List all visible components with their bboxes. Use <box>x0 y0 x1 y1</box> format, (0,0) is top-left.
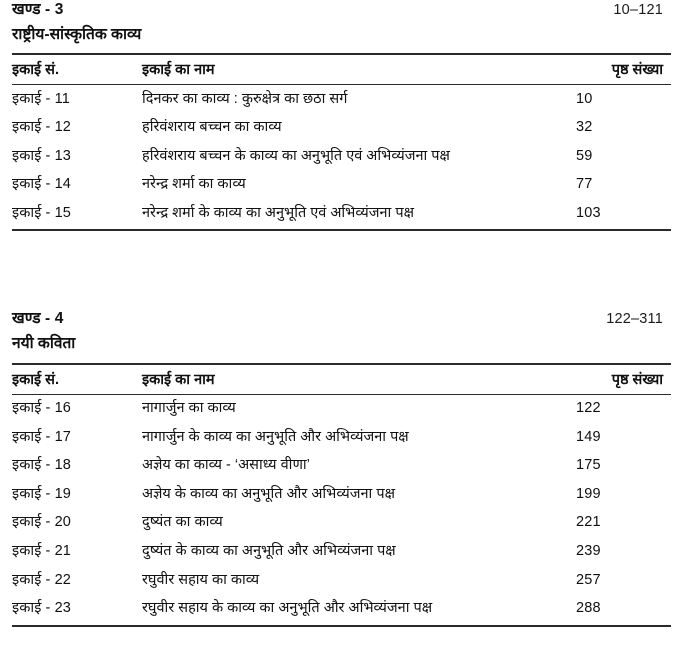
cell-unit-name: दुष्यंत का काव्य <box>142 514 223 531</box>
section-khand-label: खण्ड - 3 <box>12 1 64 18</box>
table-row <box>12 199 671 230</box>
table-header-row-group <box>12 54 671 85</box>
cell-unit-no: इकाई - 18 <box>12 457 71 474</box>
table-row <box>12 85 671 114</box>
section-title: राष्ट्रीय-सांस्कृतिक काव्य <box>12 25 142 43</box>
toc-table-khand-3 <box>12 53 671 231</box>
table-row <box>12 452 671 481</box>
table-row <box>12 171 671 200</box>
cell-page-no: 77 <box>576 176 593 193</box>
cell-unit-no: इकाई - 11 <box>12 90 70 107</box>
table-body <box>12 394 671 626</box>
cell-page-no: 10 <box>576 90 593 107</box>
cell-page-no: 199 <box>576 485 601 502</box>
column-header-unit-name: इकाई का नाम <box>142 364 576 395</box>
column-header-unit-name: इकाई का नाम <box>142 54 576 85</box>
table-row <box>12 394 671 423</box>
section-page-range: 122–311 <box>606 311 663 328</box>
cell-unit-name: दिनकर का काव्य : कुरुक्षेत्र का छठा सर्ग <box>142 90 348 107</box>
section-page-range: 10–121 <box>613 2 663 18</box>
column-header-page-no: पृष्ठ संख्या <box>576 54 671 85</box>
cell-unit-name: रघुवीर सहाय का काव्य <box>142 571 260 588</box>
cell-unit-name: अज्ञेय का काव्य - ‘असाध्य वीणा’ <box>142 457 310 474</box>
cell-page-no: 257 <box>576 571 601 588</box>
cell-unit-no: इकाई - 13 <box>12 147 71 164</box>
cell-unit-name: हरिवंशराय बच्चन के काव्य का अनुभूति एवं अभिव्यंजना पक्ष <box>142 147 450 164</box>
cell-page-no: 122 <box>576 400 601 417</box>
table-row <box>12 142 671 171</box>
cell-unit-no: इकाई - 19 <box>12 485 71 502</box>
table-row <box>12 595 671 626</box>
cell-unit-no: इकाई - 16 <box>12 400 71 417</box>
cell-unit-no: इकाई - 22 <box>12 571 71 588</box>
section-title: नयी कविता <box>12 335 76 353</box>
cell-unit-no: इकाई - 20 <box>12 514 71 531</box>
table-header-row-group <box>12 364 671 395</box>
cell-page-no: 32 <box>576 119 593 136</box>
cell-page-no: 103 <box>576 199 671 230</box>
section-header-khand-3 <box>12 0 671 21</box>
table-row <box>12 566 671 595</box>
section-header-khand-4 <box>12 309 671 330</box>
cell-page-no: 239 <box>576 542 601 559</box>
cell-unit-no: इकाई - 23 <box>12 595 142 626</box>
cell-unit-name: हरिवंशराय बच्चन का काव्य <box>142 119 282 136</box>
table-header-row <box>12 364 671 395</box>
cell-unit-no: इकाई - 17 <box>12 428 71 445</box>
cell-page-no: 175 <box>576 457 601 474</box>
cell-unit-no: इकाई - 21 <box>12 542 71 559</box>
column-header-unit-no: इकाई सं. <box>12 364 142 395</box>
cell-page-no: 221 <box>576 514 601 531</box>
table-header-row <box>12 54 671 85</box>
cell-unit-name: नरेन्द्र शर्मा के काव्य का अनुभूति एवं अभिव्यंजना पक्ष <box>142 199 576 230</box>
cell-page-no: 149 <box>576 428 601 445</box>
cell-unit-name: नरेन्द्र शर्मा का काव्य <box>142 176 246 193</box>
table-row <box>12 480 671 509</box>
section-khand-label: खण्ड - 4 <box>12 310 64 328</box>
section-khand-4 <box>12 309 671 626</box>
cell-page-no: 59 <box>576 147 593 164</box>
table-row <box>12 114 671 143</box>
table-row <box>12 537 671 566</box>
cell-page-no: 288 <box>576 595 671 626</box>
column-header-unit-no: इकाई सं. <box>12 54 142 85</box>
toc-table-khand-4 <box>12 363 671 627</box>
cell-unit-no: इकाई - 12 <box>12 119 71 136</box>
table-row <box>12 423 671 452</box>
cell-unit-name: अज्ञेय के काव्य का अनुभूति और अभिव्यंजना पक्ष <box>142 485 395 502</box>
section-spacer <box>12 231 671 309</box>
section-khand-3 <box>12 0 671 231</box>
cell-unit-name: नागार्जुन के काव्य का अनुभूति और अभिव्यंजना पक्ष <box>142 428 409 445</box>
column-header-page-no: पृष्ठ संख्या <box>576 364 671 395</box>
cell-unit-no: इकाई - 14 <box>12 176 71 193</box>
cell-unit-name: नागार्जुन का काव्य <box>142 400 236 417</box>
cell-unit-no: इकाई - 15 <box>12 199 142 230</box>
cell-unit-name: दुष्यंत के काव्य का अनुभूति और अभिव्यंजना पक्ष <box>142 542 396 559</box>
cell-unit-name: रघुवीर सहाय के काव्य का अनुभूति और अभिव्यंजना पक्ष <box>142 595 576 626</box>
table-row <box>12 509 671 538</box>
table-body <box>12 85 671 231</box>
